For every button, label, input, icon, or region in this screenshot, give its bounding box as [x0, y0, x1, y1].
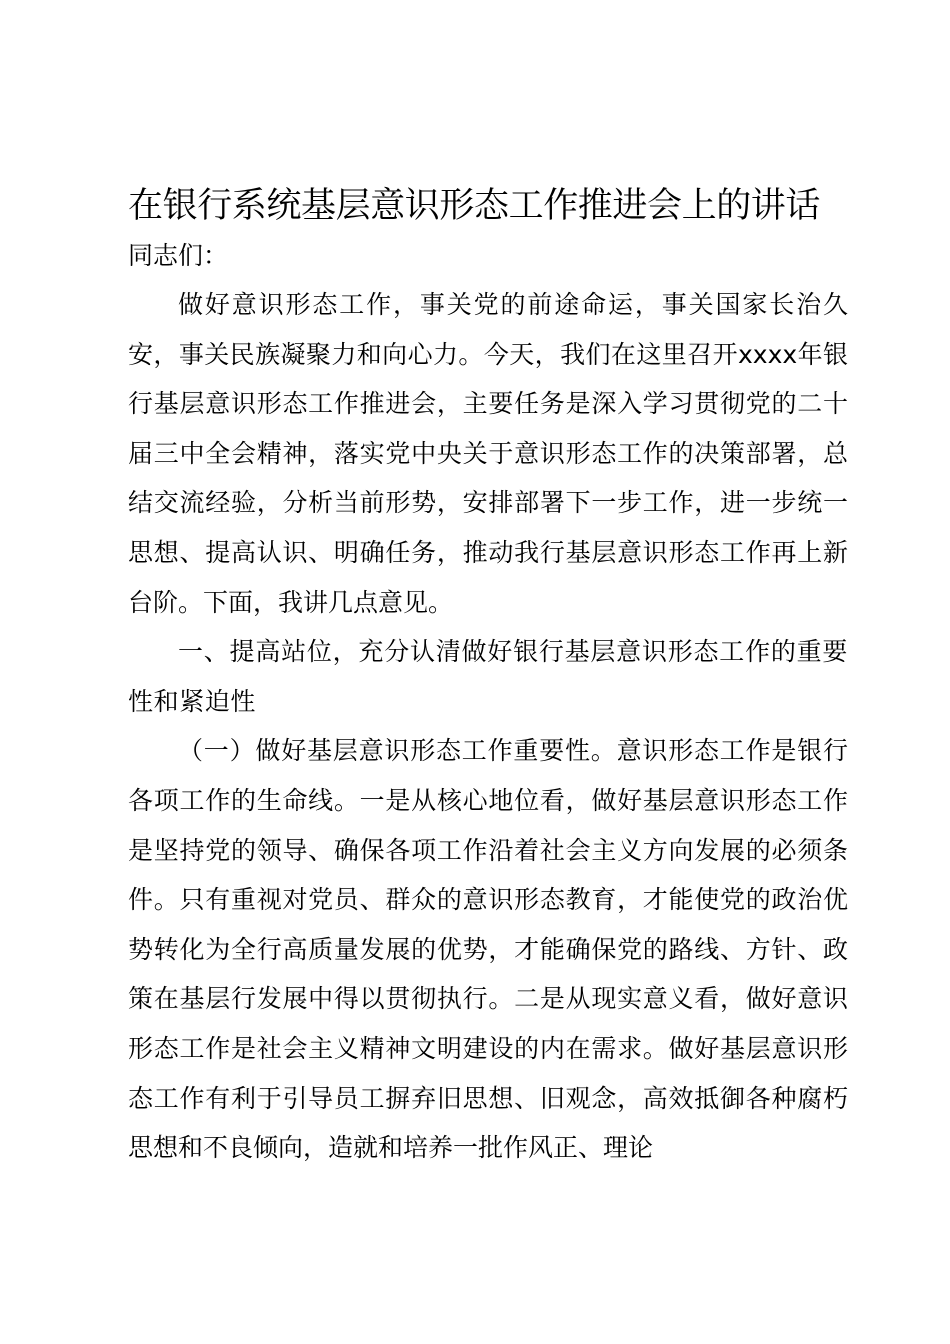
document-title: 在银行系统基层意识形态工作推进会上的讲话 [128, 186, 821, 226]
section-heading-1: 一、提高站位，充分认清做好银行基层意识形态工作的重要性和紧迫性 [128, 637, 848, 716]
paragraph-intro: 做好意识形态工作，事关党的前途命运，事关国家长治久安，事关民族凝聚力和向心力。今天，我们在这里召开xxxx年银行基层意识形态工作推进会，主要任务是深入学习贯彻党的二十届三中全会精神，落实党中央关于意识形态工作的决策部署，总结交流经验，分析当前形势，安排部署下一步工作，进一步统一思想、提高认识、明确任务，推动我行基层意识形态工作再上新台阶。下面，我讲几点意见。 [128, 290, 848, 617]
paragraph-subsection-1: （一）做好基层意识形态工作重要性。意识形态工作是银行各项工作的生命线。一是从核心地位看，做好基层意识形态工作是坚持党的领导、确保各项工作沿着社会主义方向发展的必须条件。只有重视对党员、群众的意识形态教育，才能使党的政治优势转化为全行高质量发展的优势，才能确保党的路线、方针、政策在基层行发展中得以贯彻执行。二是从现实意义看，做好意识形态工作是社会主义精神文明建设的内在需求。做好基层意识形态工作有利于引导员工摒弃旧思想、旧观念，高效抵御各种腐朽思想和不良倾向，造就和培养一批作风正、理论 [128, 736, 848, 1163]
document-body [128, 280, 848, 1173]
salutation: 同志们： [128, 241, 229, 270]
